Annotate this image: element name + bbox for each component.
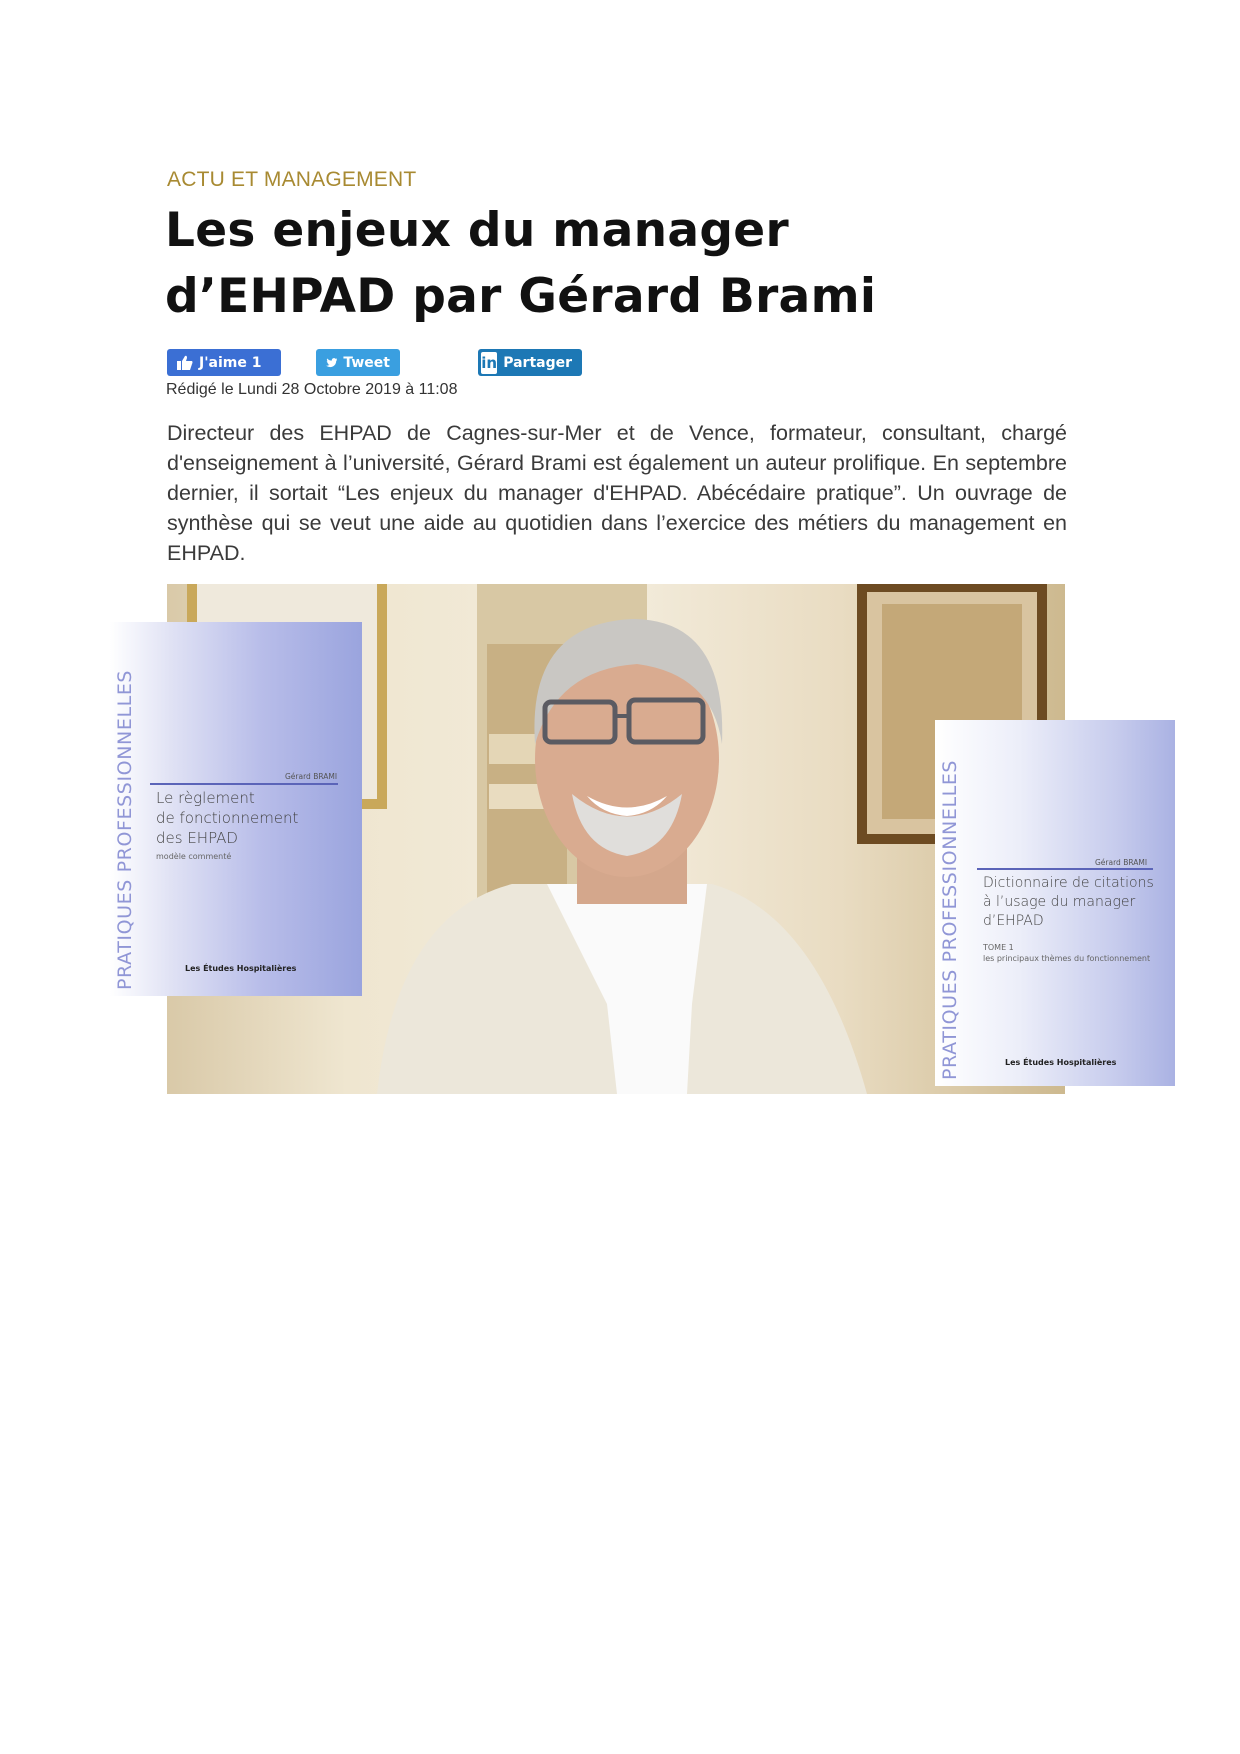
book-title xyxy=(156,788,298,848)
facebook-like-button[interactable] xyxy=(167,349,281,376)
category-label[interactable]: ACTU ET MANAGEMENT xyxy=(167,168,417,191)
book-cover-dictionnaire xyxy=(935,720,1175,1086)
thumbs-up-icon xyxy=(177,355,193,370)
book-title-line: de fonctionnement xyxy=(156,809,299,827)
book-title-rule xyxy=(977,868,1153,870)
book-title-line: d’EHPAD xyxy=(983,913,1044,929)
book-title-line: Le règlement xyxy=(156,789,255,807)
book-subtitle: modèle commenté xyxy=(156,852,232,861)
book-author: Gérard BRAMI xyxy=(285,772,338,781)
book-publisher: Les Études Hospitalières xyxy=(1005,1058,1117,1067)
book-title-line: à l’usage du manager xyxy=(983,894,1136,910)
book-subtitle-line: les principaux thèmes du fonctionnement xyxy=(983,954,1151,963)
like-label: J'aime 1 xyxy=(199,354,262,371)
tweet-button[interactable] xyxy=(316,349,400,376)
headline-line-2: d’EHPAD par Gérard Brami xyxy=(165,269,877,324)
book-title-rule xyxy=(150,783,338,785)
book-spine-text: PRATIQUES PROFESSIONNELLES xyxy=(114,669,136,990)
book-title xyxy=(983,874,1154,931)
book-publisher: Les Études Hospitalières xyxy=(185,964,297,973)
publish-date: Rédigé le Lundi 28 Octobre 2019 à 11:08 xyxy=(166,381,458,398)
book-title-line: des EHPAD xyxy=(156,829,238,847)
article-lede: Directeur des EHPAD de Cagnes-sur-Mer et de Vence, formateur, consultant, chargé d'enseignement à l’université, Gérard Brami est également un auteur prolifique. En septembre dernier, il sortait “Les enjeux du manager d'EHPAD. Abécédaire pratique”. Un ouvrage de synthèse qui se veut une aide au quotidien dans l’exercice des métiers du management en EHPAD. xyxy=(167,421,1067,565)
book-subtitle-line: TOME 1 xyxy=(983,943,1014,952)
linkedin-share-button[interactable] xyxy=(478,349,582,376)
book-subtitle xyxy=(983,942,1150,964)
linkedin-icon: in xyxy=(481,353,498,372)
tweet-label: Tweet xyxy=(343,354,390,371)
linkedin-label: Partager xyxy=(503,354,572,371)
twitter-bird-icon xyxy=(326,356,337,370)
book-cover-reglement xyxy=(110,622,362,996)
book-author: Gérard BRAMI xyxy=(1095,858,1148,867)
book-spine-text: PRATIQUES PROFESSIONNELLES xyxy=(939,759,961,1080)
book-title-line: Dictionnaire de citations xyxy=(983,875,1154,891)
article-headline xyxy=(165,198,1025,330)
headline-line-1: Les enjeux du manager xyxy=(165,203,789,258)
